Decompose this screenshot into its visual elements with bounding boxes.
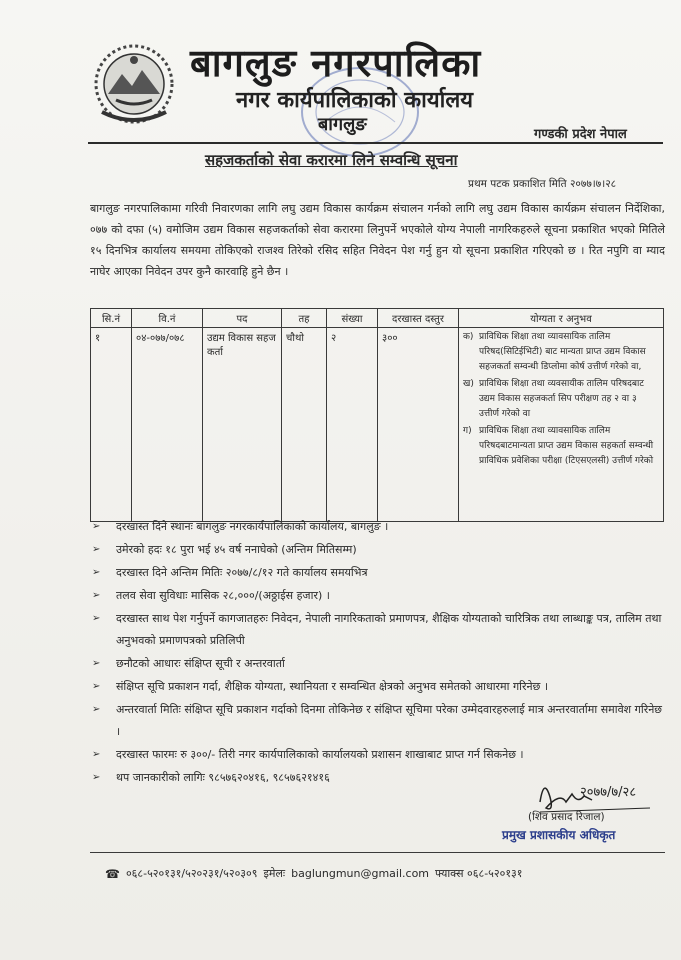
arrow-bullet-icon: ➢ — [92, 681, 101, 692]
list-item — [92, 744, 662, 766]
footer-divider — [90, 852, 665, 853]
cell-vn: ०४-०७७/०७८ — [132, 328, 203, 522]
detail-text: तलव सेवा सुविधाः मासिक २८,०००/(अठ्ठाईस हजार) । — [116, 589, 330, 602]
list-item — [92, 585, 662, 607]
qualification-text: प्राविधिक शिक्षा तथा व्यावसायिक तालिम परिषदबाटमान्यता प्राप्त उद्यम विकास सहकर्ता सम्वन्धी प्राविधिक प्रवेशिका परीक्षा (टिएसएलसी) उत्तीर्ण गरेको — [479, 426, 654, 466]
col-header-fee: दरखास्त दस्तुर — [378, 309, 459, 328]
footer-email-label: इमेलः — [263, 867, 286, 880]
list-item — [92, 699, 662, 743]
qualification-text: प्राविधिक शिक्षा तथा व्यावसायिक तालिम परिषद(सिटिईभिटी) बाट मान्यता प्राप्त उद्यम विकास सहजकर्ता सम्वन्धी डिप्लोमा कोर्ष उत्तीर्ण गरेको वा, — [479, 332, 646, 372]
qualification-list — [463, 330, 659, 469]
arrow-bullet-icon: ➢ — [92, 590, 101, 601]
list-item — [92, 539, 662, 561]
qualification-key: ग) — [463, 426, 472, 436]
list-item — [92, 516, 662, 538]
arrow-bullet-icon: ➢ — [92, 658, 101, 669]
list-item — [463, 330, 659, 375]
detail-text: दरखास्त फारमः रु ३००/- तिरी नगर कार्यपालिकाको कार्यालयको प्रशासन शाखाबाट प्राप्त गर्न सिकनेछ । — [116, 748, 524, 761]
table-header-row — [91, 309, 664, 328]
cell-count: २ — [327, 328, 378, 522]
detail-text: संक्षिप्त सूचि प्रकाशन गर्दा, शैक्षिक योग्यता, स्थानियता र सम्वन्धित क्षेत्रको अनुभव समेतको आधारमा गरिनेछ । — [116, 680, 548, 693]
detail-text: थप जानकारीको लागिः ९८५७६२०४१६, ९८५७६२१४१६ — [116, 771, 330, 784]
arrow-bullet-icon: ➢ — [92, 544, 101, 555]
col-header-qualification: योग्यता र अनुभव — [459, 309, 664, 328]
svg-text:२०७७/७/२८: २०७७/७/२८ — [580, 785, 637, 800]
detail-text: दरखास्त दिने अन्तिम मितिः २०७७/८/१२ गते कार्यालय समयभित्र — [116, 566, 368, 579]
detail-text: अन्तरवार्ता मितिः संक्षिप्त सूचि प्रकाशन गर्दाको दिनमा तोकिनेछ र संक्षिप्त सूचिमा परेका उम्मेदवारहरुलाई मात्र अन्तरवार्तामा समावेश गरिनेछ । — [116, 703, 663, 738]
notice-title: सहजकर्ताको सेवा करारमा लिने सम्वन्धि सूचना — [205, 151, 458, 169]
telephone-icon: ☎ — [105, 866, 120, 881]
list-item — [463, 377, 659, 422]
vacancy-table — [90, 308, 664, 522]
notice-details-list — [92, 516, 662, 790]
detail-text: उमेरको हदः १८ पुरा भई ४५ वर्ष ननाघेको (अन्तिम मितिसम्म) — [116, 543, 357, 556]
qualification-text: प्राविधिक शिक्षा तथा व्यवसायीक तालिम परिषदबाट उद्यम विकास सहजकर्ता सिप परीक्षण तह २ वा ३ उत्तीर्ण गरेको वा — [479, 379, 644, 419]
table-row — [91, 328, 664, 522]
detail-text: दरखास्त दिने स्थानः बागलुङ नगरकार्यपालिकाको कार्यालय, बागलुङ । — [116, 520, 389, 533]
publication-date: प्रथम पटक प्रकाशित मिति २०७७।७।२८ — [468, 178, 617, 190]
qualification-key: क) — [463, 332, 474, 342]
signatory-name: (शिव प्रसाद रिजाल) — [528, 811, 605, 823]
detail-text: दरखास्त साथ पेश गर्नुपर्ने कागजातहरुः निवेदन, नेपाली नागरिकताको प्रमाणपत्र, शैक्षिक योग्यताको चारित्रिक तथा लाब्धाङ्क पत्र, तालिम तथा अनुभवको प्रमाणपत्रको प्रतिलिपी — [116, 612, 662, 647]
col-header-post: पद — [203, 309, 282, 328]
footer-email: baglungmun@gmail.com — [291, 867, 430, 880]
arrow-bullet-icon: ➢ — [92, 521, 101, 532]
arrow-bullet-icon: ➢ — [92, 749, 101, 760]
cell-level: चौथो — [282, 328, 327, 522]
footer-phone: ०६८-५२०१३१/५२०२३१/५२०३०९ — [125, 867, 258, 880]
cell-fee: ३०० — [378, 328, 459, 522]
header-divider — [88, 142, 663, 144]
office-location: बागलुङ — [318, 114, 367, 135]
arrow-bullet-icon: ➢ — [92, 567, 101, 578]
detail-text: छनौटको आधारः संक्षिप्त सूची र अन्तरवार्ता — [116, 657, 285, 670]
qualification-key: ख) — [463, 379, 474, 389]
col-header-level: तह — [282, 309, 327, 328]
list-item — [92, 653, 662, 675]
province-label: गण्डकी प्रदेश नेपाल — [534, 127, 627, 142]
office-subtitle: नगर कार्यपालिकाको कार्यालय — [236, 88, 473, 113]
col-header-count: संख्या — [327, 309, 378, 328]
cell-post: उद्यम विकास सहज कर्ता — [203, 328, 282, 522]
municipality-title: बागलुङ नगरपालिका — [190, 41, 482, 85]
cell-sn: १ — [91, 328, 132, 522]
notice-intro: बागलुङ नगरपालिकामा गरिवी निवारणका लागि लघु उद्यम विकास कार्यक्रम संचालन गर्नको लागि लघु उद्यम विकास कार्यक्रम संचालन निर्देशिका, ०७७ को दफा (५) वमोजिम उद्यम विकास सहजकर्ताको सेवा करारमा लिनुपर्ने भएकोले योग्य नेपाली नागरिकहरुले सूचना प्रकाशित भएको मितिले १५ दिनभित्र कार्यालय समयमा तोकिएको राजश्व तिरेको रसिद सहित निवेदन पेश गर्नु हुन यो सूचना प्रकाशित गरिएको छ । रित नपुगि वा म्याद नाघेर आएका निवेदन उपर कुनै कारवाहि हुने छैन । — [90, 202, 665, 278]
arrow-bullet-icon: ➢ — [92, 613, 101, 624]
list-item — [463, 424, 659, 469]
arrow-bullet-icon: ➢ — [92, 772, 101, 783]
cell-qualifications — [459, 328, 664, 522]
col-header-vn: वि.नं — [132, 309, 203, 328]
signatory-title: प्रमुख प्रशासकीय अधिकृत — [502, 828, 616, 842]
arrow-bullet-icon: ➢ — [92, 704, 101, 715]
list-item — [92, 676, 662, 698]
list-item — [92, 562, 662, 584]
nepal-emblem-icon — [88, 38, 180, 130]
contact-footer — [105, 866, 523, 881]
list-item — [92, 608, 662, 652]
footer-fax: फ्याक्स ०६८-५२०१३१ — [435, 867, 523, 880]
col-header-sn: सि.नं — [91, 309, 132, 328]
